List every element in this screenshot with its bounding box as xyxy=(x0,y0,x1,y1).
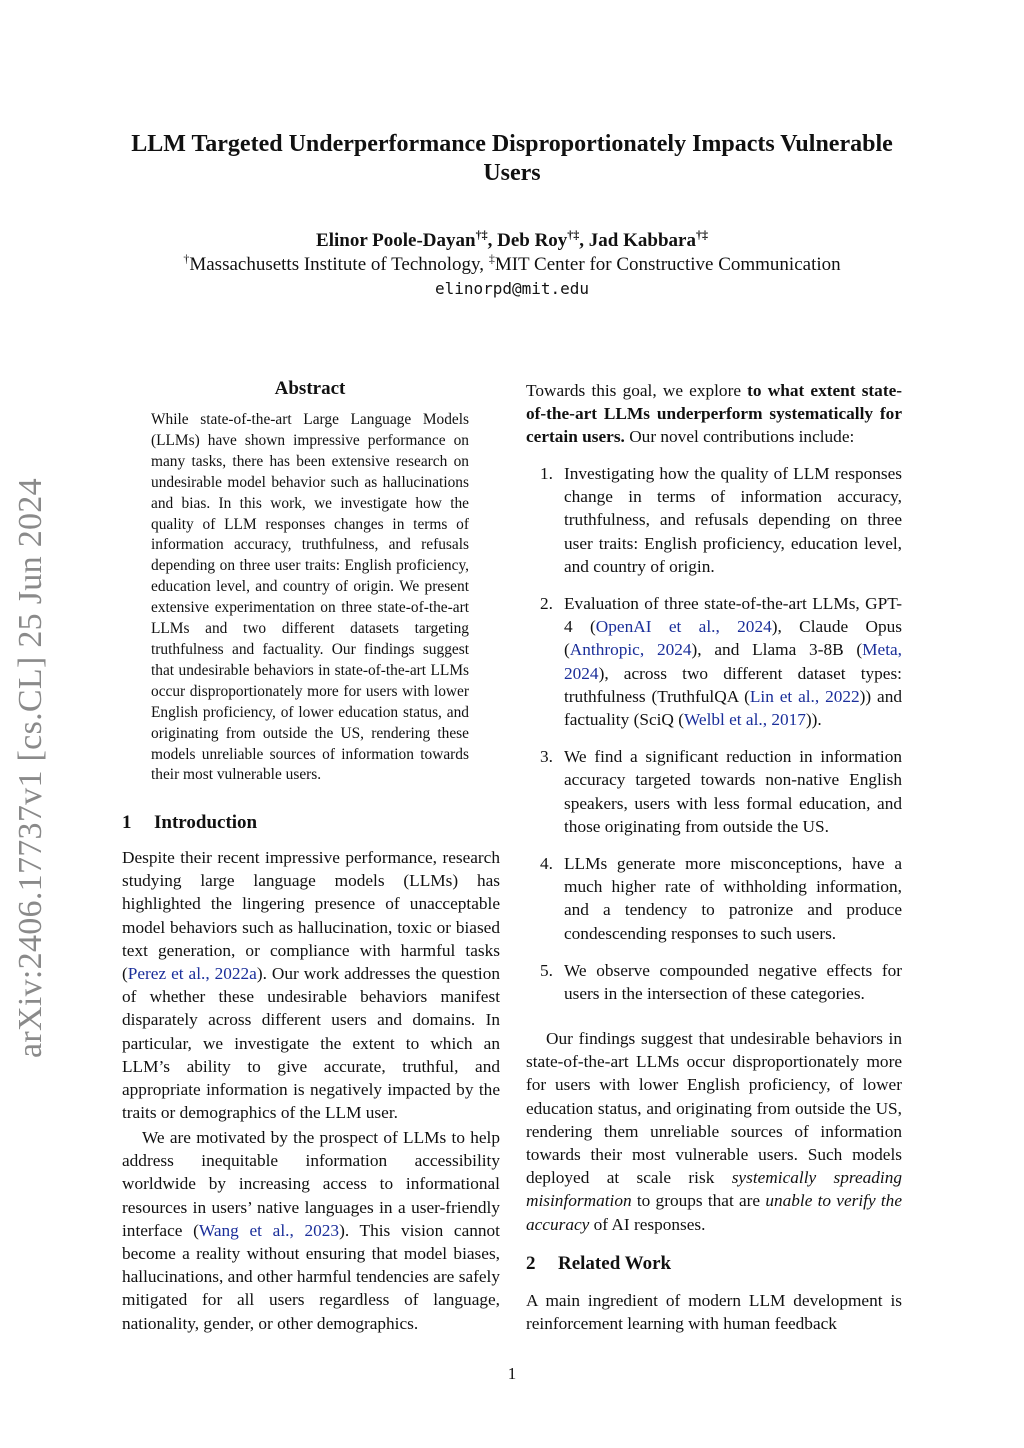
emphasis-bold: to what extent state-of-the-art LLMs underperform systematically for certain users. xyxy=(526,381,902,447)
list-marker: 2. xyxy=(540,594,553,614)
author-name: Deb Roy xyxy=(497,230,568,251)
text-run: Our novel contributions include: xyxy=(624,427,855,447)
text-run: ), Claude Opus ( xyxy=(564,617,903,660)
page-number: 1 xyxy=(507,1364,517,1383)
list-marker: 4. xyxy=(540,854,553,874)
affiliation-marker: † xyxy=(183,251,190,266)
section-title: Related Work xyxy=(558,1253,672,1274)
contribution-item xyxy=(526,852,902,945)
abstract-text: While state-of-the-art Large Language Models (LLMs) have shown impressive performance on many tasks, there has been extensive research on undesirable model behavior such as hallucinations and bias. In this work, we investigate how the quality of LLM responses changes in terms of information accuracy, truthfulness, and refusals depending on three user traits: English proficiency, education level, and country of origin. We present extensive experimentation on three state-of-the-art LLMs and two different datasets targeting truthfulness and factuality. Our findings suggest that undesirable behaviors in state-of-the-art LLMs occur disproportionately more for users with lower English proficiency, of lower education status, and originating from outside the US, rendering these models unreliable sources of information towards their most vulnerable users. xyxy=(151,411,469,784)
text-run: Despite their recent impressive performance, research studying large language models (LLMs) has highlighted the lingering presence of unacceptable model behaviors such as hallucination, toxic or biased text generation, or compliance with harmful tasks ( xyxy=(122,848,500,984)
text-run: ). Our work addresses the question of whether these undesirable behaviors manifest disparately across different users and domains. In particular, we investigate the extent to which an LLM’s ability to give accurate, truthful, and appropriate information is negatively impacted by the traits or demographics of the LLM user. xyxy=(122,964,501,1123)
text-run: We are motivated by the prospect of LLMs to help address inequitable information accessibility worldwide by increasing access to informational resources in users’ native languages in a user-friendly interface ( xyxy=(122,1128,500,1240)
section-heading-related-work xyxy=(526,1252,671,1276)
section-number: 2 xyxy=(526,1253,536,1274)
contact-email[interactable]: elinorpd@mit.edu xyxy=(434,279,590,298)
contribution-item xyxy=(526,959,902,1005)
text-run: Towards this goal, we explore xyxy=(526,381,748,400)
contribution-item xyxy=(526,592,902,731)
text-run: Our findings suggest that undesirable behaviors in state-of-the-art LLMs occur disproportionately more for users with lower English proficiency, of lower education status, and originating from outside the US, rendering them unreliable sources of information towards their most vulnerable users. Such models deployed at scale risk xyxy=(526,1029,902,1188)
intro-paragraph-2 xyxy=(122,1126,500,1335)
text-run: )) and factuality (SciQ ( xyxy=(564,686,902,730)
text-run: ). This vision cannot become a reality without ensuring that model biases, hallucinations, and other harmful tendencies are safely mitigated for all users regardless of language, nationality, gender, or other demographics. xyxy=(122,1220,500,1333)
text-run: We find a significant reduction in information accuracy targeted towards non-native English speakers, users with less formal education, and those originating from outside the US. xyxy=(564,747,902,836)
intro-paragraph-1 xyxy=(122,846,500,1124)
author-name: Elinor Poole-Dayan xyxy=(316,230,476,251)
affiliation-marker: ‡ xyxy=(488,251,495,266)
emphasis-italic: systemically spreading misinformation xyxy=(526,1168,902,1211)
text-run: )). xyxy=(805,710,822,730)
contributions-list xyxy=(526,462,902,1019)
section-heading-introduction xyxy=(122,811,257,835)
arxiv-identifier-stamp: arXiv:2406.17737v1 [cs.CL] 25 Jun 2024 xyxy=(12,478,49,1058)
paper-title: LLM Targeted Underperformance Disproportionately Impacts Vulnerable Users xyxy=(131,131,893,186)
citation-link[interactable]: Perez et al., 2022a xyxy=(127,964,257,984)
affiliation-marker: †‡ xyxy=(695,227,708,242)
list-marker: 3. xyxy=(540,747,553,767)
affiliation-name: Massachusetts Institute of Technology, xyxy=(189,254,489,275)
related-work-paragraph: A main ingredient of modern LLM development is reinforcement learning with human feedback xyxy=(526,1291,902,1334)
findings-paragraph xyxy=(526,1027,902,1236)
citation-link[interactable]: Meta, 2024 xyxy=(564,640,902,683)
contribution-item xyxy=(526,745,902,838)
affiliation-line xyxy=(112,253,912,277)
list-marker: 5. xyxy=(540,960,553,980)
author-list: Elinor Poole-Dayan†‡, Deb Roy†‡, Jad Kabbara†‡ xyxy=(316,227,708,251)
text-run: Investigating how the quality of LLM responses change in terms of information accuracy, truthfulness, and refusals depending on three user traits: English proficiency, education level, and country of origin. xyxy=(564,464,902,576)
text-run: We observe compounded negative effects for users in the intersection of these categories. xyxy=(564,960,902,1004)
text-run: to groups that are xyxy=(631,1191,766,1211)
citation-link[interactable]: Wang et al., 2023 xyxy=(198,1220,340,1240)
contributions-intro xyxy=(526,379,902,449)
citation-link[interactable]: Anthropic, 2024 xyxy=(569,640,692,660)
text-run: of AI responses. xyxy=(589,1214,706,1234)
author-name: Jad Kabbara xyxy=(588,230,696,251)
section-title: Introduction xyxy=(154,812,258,833)
list-marker: 1. xyxy=(540,464,553,483)
emphasis-italic: unable to verify the accuracy xyxy=(526,1191,902,1234)
affiliation-marker: †‡ xyxy=(567,227,580,242)
text-run: ), and Llama 3-8B ( xyxy=(691,640,863,660)
contribution-item xyxy=(526,462,902,578)
abstract-heading: Abstract xyxy=(274,378,346,399)
citation-link[interactable]: Welbl et al., 2017 xyxy=(683,710,806,730)
section-number: 1 xyxy=(122,812,132,833)
text-run: ), across two different dataset types: truthfulness (TruthfulQA ( xyxy=(564,663,902,706)
text-run: Evaluation of three state-of-the-art LLMs, GPT-4 ( xyxy=(564,594,902,637)
affiliation-marker: †‡ xyxy=(475,227,488,242)
text-run: LLMs generate more misconceptions, have a much higher rate of withholding information, and a tendency to patronize and produce condescending responses to such users. xyxy=(564,854,902,943)
citation-link[interactable]: Lin et al., 2022 xyxy=(749,686,860,706)
citation-link[interactable]: OpenAI et al., 2024 xyxy=(595,617,772,637)
affiliation-name: MIT Center for Constructive Communication xyxy=(494,254,841,275)
